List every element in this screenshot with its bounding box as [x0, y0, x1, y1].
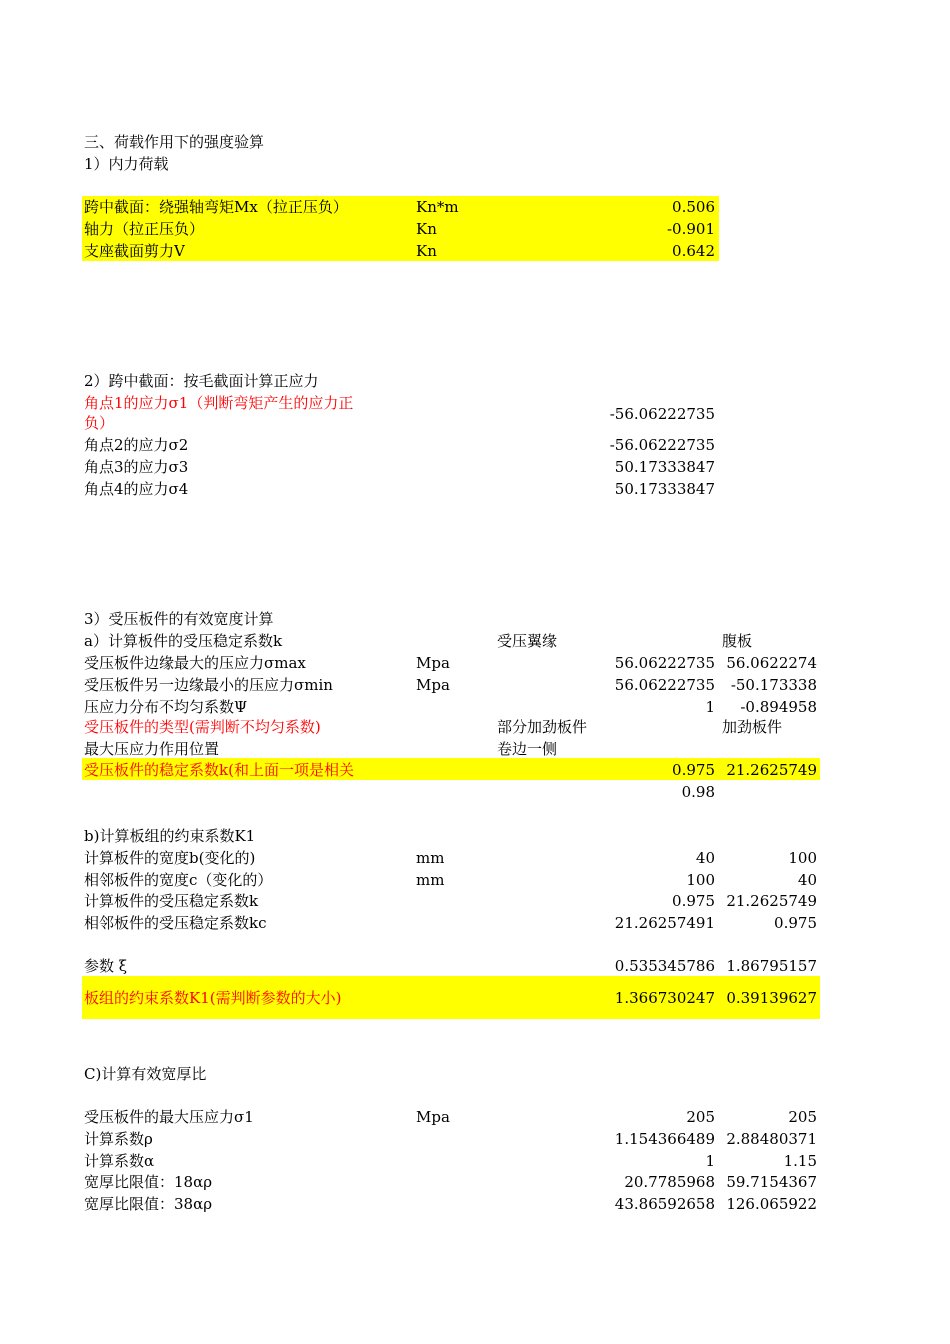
param-value-web: 2.88480371 [726, 1130, 817, 1148]
corner1-label-line1: 角点1的应力σ1（判断弯矩产生的应力正 [84, 394, 354, 412]
xi-value-web: 1.86795157 [726, 957, 817, 975]
param-value-flange: 40 [695, 849, 715, 867]
param-label: 受压板件另一边缘最小的压应力σmin [84, 676, 333, 694]
param-unit: mm [416, 849, 445, 867]
corner-label: 角点3的应力σ3 [84, 458, 189, 476]
param-value-web: -50.173338 [730, 676, 817, 694]
param-label: 宽厚比限值：18αρ [84, 1173, 213, 1191]
corner-value: 50.17333847 [614, 458, 715, 476]
param-value-web: 126.065922 [726, 1195, 817, 1213]
param-unit: mm [416, 871, 445, 889]
load-label: 跨中截面：绕强轴弯矩Mx（拉正压负） [84, 198, 348, 216]
load-unit: Kn [416, 220, 437, 238]
param-label: 相邻板件的宽度c（变化的） [84, 871, 273, 889]
param-value-flange: 0.975 [672, 892, 715, 910]
param-value-flange: 1.154366489 [614, 1130, 715, 1148]
subsection-effective-width-title: 3）受压板件的有效宽度计算 [84, 610, 274, 628]
plate-type-flange: 部分加劲板件 [497, 718, 588, 736]
stability-k-label: 受压板件的稳定系数k(和上面一项是相关 [84, 761, 354, 779]
param-value-web: 0.975 [774, 914, 817, 932]
section-title: 三、荷载作用下的强度验算 [84, 133, 265, 151]
stability-k-web: 21.2625749 [726, 761, 817, 779]
param-value-web: -0.894958 [740, 698, 817, 716]
corner1-value: -56.06222735 [609, 405, 715, 423]
param-value-web: 40 [797, 871, 817, 889]
xi-label: 参数 ξ [84, 957, 128, 975]
load-value: 0.642 [672, 242, 715, 260]
col-header-web: 腹板 [722, 632, 753, 650]
load-unit: Kn*m [416, 198, 459, 216]
part-a-title: a）计算板件的受压稳定系数k [84, 632, 283, 650]
plate-type-web: 加劲板件 [722, 718, 783, 736]
k1-label: 板组的约束系数K1(需判断参数的大小) [84, 989, 342, 1007]
load-value: -0.901 [666, 220, 715, 238]
load-unit: Kn [416, 242, 437, 260]
param-label: 压应力分布不均匀系数Ψ [84, 698, 248, 716]
part-c-title: C)计算有效宽厚比 [84, 1065, 207, 1083]
param-value-web: 1.15 [783, 1152, 817, 1170]
param-value-web: 21.2625749 [726, 892, 817, 910]
param-label: 受压板件的最大压应力σ1 [84, 1108, 254, 1126]
corner-label: 角点4的应力σ4 [84, 480, 189, 498]
param-value-web: 59.7154367 [726, 1173, 817, 1191]
param-label: 计算板件的受压稳定系数k [84, 892, 259, 910]
stability-k-extra: 0.98 [681, 783, 715, 801]
param-value-flange: 100 [686, 871, 715, 889]
param-value-web: 100 [788, 849, 817, 867]
max-stress-position-label: 最大压应力作用位置 [84, 740, 220, 758]
corner-value: -56.06222735 [609, 436, 715, 454]
param-label: 宽厚比限值：38αρ [84, 1195, 213, 1213]
param-label: 相邻板件的受压稳定系数kc [84, 914, 267, 932]
subsection-stress-title: 2）跨中截面：按毛截面计算正应力 [84, 372, 319, 390]
part-b-title: b)计算板组的约束系数K1 [84, 827, 256, 845]
corner-label: 角点2的应力σ2 [84, 436, 189, 454]
load-label: 支座截面剪力V [84, 242, 185, 260]
param-value-flange: 56.06222735 [614, 654, 715, 672]
plate-type-label: 受压板件的类型(需判断不均匀系数) [84, 718, 321, 736]
k1-value-flange: 1.366730247 [614, 989, 715, 1007]
param-value-flange: 1 [705, 1152, 715, 1170]
col-header-flange: 受压翼缘 [497, 632, 558, 650]
k1-value-web: 0.39139627 [726, 989, 817, 1007]
corner-value: 50.17333847 [614, 480, 715, 498]
param-value-flange: 205 [686, 1108, 715, 1126]
param-value-flange: 20.7785968 [624, 1173, 715, 1191]
subsection-loads-title: 1）内力荷载 [84, 155, 169, 173]
stability-k-flange: 0.975 [672, 761, 715, 779]
param-label: 计算板件的宽度b(变化的) [84, 849, 256, 867]
param-label: 计算系数α [84, 1152, 155, 1170]
max-stress-position-flange: 卷边一侧 [497, 740, 558, 758]
param-value-flange: 21.26257491 [614, 914, 715, 932]
load-value: 0.506 [672, 198, 715, 216]
param-label: 受压板件边缘最大的压应力σmax [84, 654, 306, 672]
param-unit: Mpa [416, 1108, 450, 1126]
corner1-label-line2: 负） [84, 414, 115, 432]
param-value-web: 205 [788, 1108, 817, 1126]
param-value-flange: 43.86592658 [614, 1195, 715, 1213]
param-value-web: 56.0622274 [726, 654, 817, 672]
load-label: 轴力（拉正压负） [84, 220, 205, 238]
xi-value-flange: 0.535345786 [614, 957, 715, 975]
param-unit: Mpa [416, 676, 450, 694]
param-unit: Mpa [416, 654, 450, 672]
param-label: 计算系数ρ [84, 1130, 153, 1148]
param-value-flange: 1 [705, 698, 715, 716]
param-value-flange: 56.06222735 [614, 676, 715, 694]
